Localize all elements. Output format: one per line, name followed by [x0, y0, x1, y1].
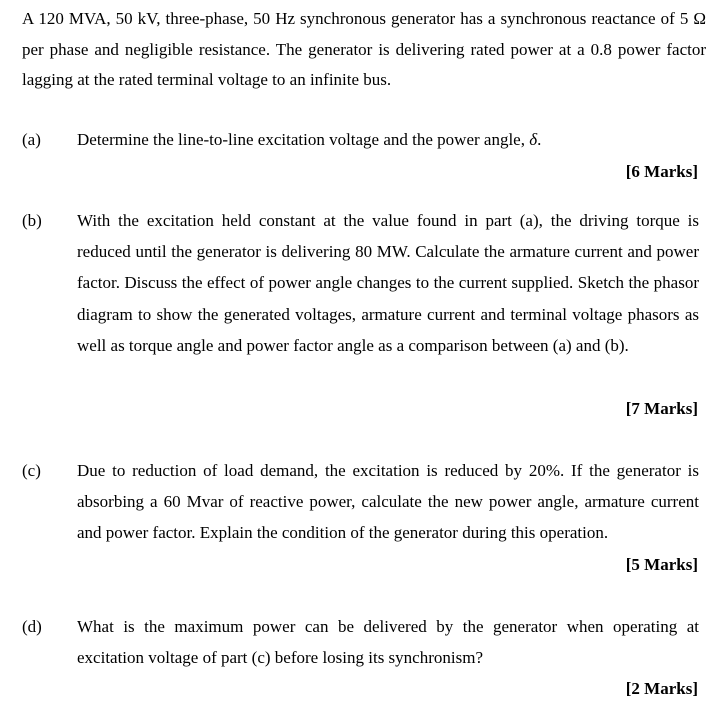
problem-statement: A 120 MVA, 50 kV, three-phase, 50 Hz synchronous generator has a synchronous reactance of 5 Ω per phase and negligible resistance. The generator is delivering rated power at a 0.8 power factor lagging at the rated terminal voltage to an infinite bus. [22, 9, 706, 89]
question-b-label: (b) [22, 211, 42, 230]
question-b-marks: [7 Marks] [625, 399, 698, 418]
question-c-marks: [5 Marks] [625, 555, 698, 574]
question-c-label: (c) [22, 461, 41, 480]
question-b-text: With the excitation held constant at the value found in part (a), the driving torque is reduced until the generator is delivering 80 MW. Calculate the armature current and power factor. Discuss the effect of power angle changes to the current supplied. Sketch the phasor diagram to show the generated voltages, armature current and terminal voltage phasors as well as torque angle and power factor angle as a comparison between (a) and (b). [77, 211, 699, 355]
question-d-marks: [2 Marks] [625, 679, 698, 698]
question-a-body: Determine the line-to-line excitation voltage and the power angle, [77, 130, 530, 149]
question-a-marks: [6 Marks] [625, 162, 698, 181]
delta-symbol: δ [529, 130, 538, 149]
question-a-end: . [537, 130, 542, 149]
question-d-label: (d) [22, 617, 42, 636]
question-a-label: (a) [22, 130, 41, 149]
question-d-text: What is the maximum power can be delivered by the generator when operating at excitation voltage of part (c) before losing its synchronism? [77, 617, 699, 668]
question-a-text [77, 124, 699, 155]
question-c-text: Due to reduction of load demand, the excitation is reduced by 20%. If the generator is absorbing a 60 Mvar of reactive power, calculate the new power angle, armature current and power factor. Explain the condition of the generator during this operation. [77, 461, 699, 543]
